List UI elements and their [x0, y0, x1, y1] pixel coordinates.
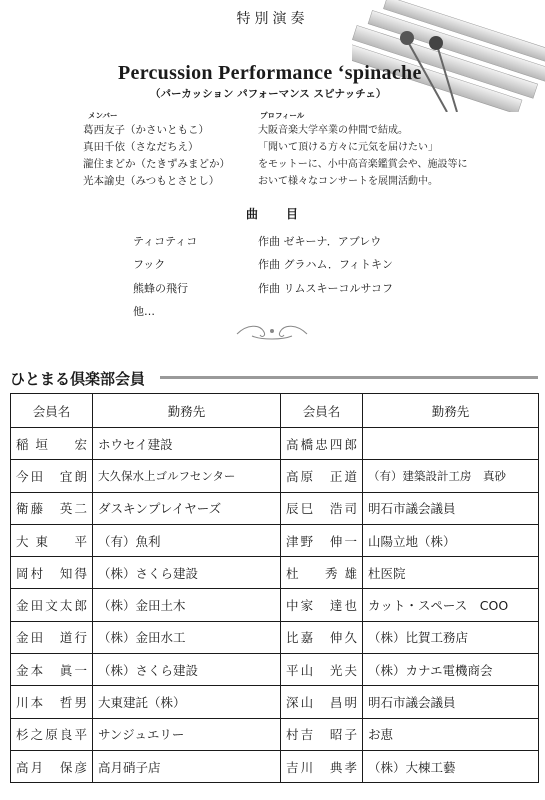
table-row: [11, 428, 539, 460]
table-row: [11, 557, 539, 589]
employer: 大東建託（株）: [93, 686, 281, 718]
employer: （有）建築設計工房 真砂: [363, 460, 539, 492]
employer: （株）さくら建設: [93, 557, 281, 589]
member-name: 深山 昌明: [281, 686, 363, 718]
member-name: 大東 平: [11, 524, 93, 556]
table-header-row: [11, 394, 539, 428]
member-name: 中家 達也: [281, 589, 363, 621]
profile-text: [258, 122, 468, 190]
member-name: 金田 道行: [11, 621, 93, 653]
column-header-employer: 勤務先: [363, 394, 539, 428]
member-name: 稲垣 宏: [11, 428, 93, 460]
program-heading-a: 曲: [246, 207, 259, 221]
employer: 杜医院: [363, 557, 539, 589]
table-row: [11, 621, 539, 653]
employer: ホウセイ建設: [93, 428, 281, 460]
profile-line: をモットーに、小中高音楽鑑賞会や、施設等に: [258, 159, 468, 170]
employer: 山陽立地（株）: [363, 524, 539, 556]
profile-label: プロフィール: [260, 111, 305, 120]
employer: （株）金田土木: [93, 589, 281, 621]
member-item: 瀧住まどか（たきずみまどか）: [83, 158, 230, 170]
employer: 高月硝子店: [93, 750, 281, 782]
table-row: [11, 524, 539, 556]
program-heading-b: 目: [286, 207, 299, 221]
member-name: 平山 光夫: [281, 654, 363, 686]
program-heading: [246, 205, 326, 222]
program-title: フック: [133, 258, 166, 271]
program-composer: 作曲 リムスキーコルサコフ: [258, 282, 394, 295]
employer: （有）魚利: [93, 524, 281, 556]
table-row: [11, 492, 539, 524]
profile-line: おいて様々なコンサートを展開活動中。: [258, 176, 438, 187]
employer: （株）カナエ電機商会: [363, 654, 539, 686]
member-name: 金田文太郎: [11, 589, 93, 621]
member-name: 杉之原良平: [11, 718, 93, 750]
member-name: 村吉 昭子: [281, 718, 363, 750]
member-item: 光本諭史（みつもとさとし）: [83, 175, 220, 187]
employer: [363, 428, 539, 460]
employer: カット・スペース COO: [363, 589, 539, 621]
column-header-member: 会員名: [281, 394, 363, 428]
table-row: [11, 589, 539, 621]
program-composer: 作曲 グラハム．フィトキン: [258, 258, 393, 271]
program-composer: 作曲 ゼキーナ．アブレウ: [258, 235, 382, 248]
employer: ダスキンプレイヤーズ: [93, 492, 281, 524]
members-label: メンバー: [88, 111, 118, 120]
table-row: [11, 686, 539, 718]
column-header-employer: 勤務先: [93, 394, 281, 428]
profile-line: 「聞いて頂ける方々に元気を届けたい」: [258, 142, 438, 153]
member-name: 高橋忠四郎: [281, 428, 363, 460]
member-name: 岡村 知得: [11, 557, 93, 589]
member-name: 吉川 典孝: [281, 750, 363, 782]
employer: （株）大棟工藝: [363, 750, 539, 782]
employer: 大久保水上ゴルフセンター: [93, 460, 281, 492]
performance-title: Percussion Performance ‘spinache: [118, 62, 422, 84]
member-name: 辰巳 浩司: [281, 492, 363, 524]
member-name: 高月 保彦: [11, 750, 93, 782]
employer: 明石市議会議員: [363, 492, 539, 524]
employer: サンジュエリー: [93, 718, 281, 750]
member-name: 高原 正道: [281, 460, 363, 492]
employer: お恵: [363, 718, 539, 750]
member-name: 杜 秀雄: [281, 557, 363, 589]
club-title: [10, 368, 145, 389]
employer: （株）金田水工: [93, 621, 281, 653]
program-title: ティコティコ: [133, 235, 198, 248]
employer: 明石市議会議員: [363, 686, 539, 718]
program-title: 熊蜂の飛行: [133, 282, 188, 295]
member-name: 比嘉 伸久: [281, 621, 363, 653]
member-item: 真田千依（さなだちえ）: [83, 141, 199, 153]
table-row: [11, 718, 539, 750]
special-performance-label: 特別演奏: [236, 11, 309, 27]
ornament-divider: [232, 322, 312, 342]
member-roster-table: [10, 393, 539, 783]
member-item: 葛西友子（かさいともこ）: [83, 124, 209, 136]
column-header-member: 会員名: [11, 394, 93, 428]
club-title-text: ひとまる倶楽部会員: [10, 370, 146, 388]
members-list: [83, 122, 230, 190]
member-name: 津野 伸一: [281, 524, 363, 556]
member-name: 金本 眞一: [11, 654, 93, 686]
performance-subtitle: （パーカッション パフォーマンス スピナッチェ）: [150, 88, 387, 100]
employer: （株）さくら建設: [93, 654, 281, 686]
profile-line: 大阪音楽大学卒業の仲間で結成。: [258, 125, 408, 136]
member-name: 衛藤 英二: [11, 492, 93, 524]
table-row: [11, 750, 539, 782]
member-name: 川本 哲男: [11, 686, 93, 718]
table-row: [11, 654, 539, 686]
employer: （株）比賀工務店: [363, 621, 539, 653]
program-title: 他…: [133, 305, 155, 318]
table-row: [11, 460, 539, 492]
club-title-rule: [160, 376, 538, 379]
member-name: 今田 宜朗: [11, 460, 93, 492]
